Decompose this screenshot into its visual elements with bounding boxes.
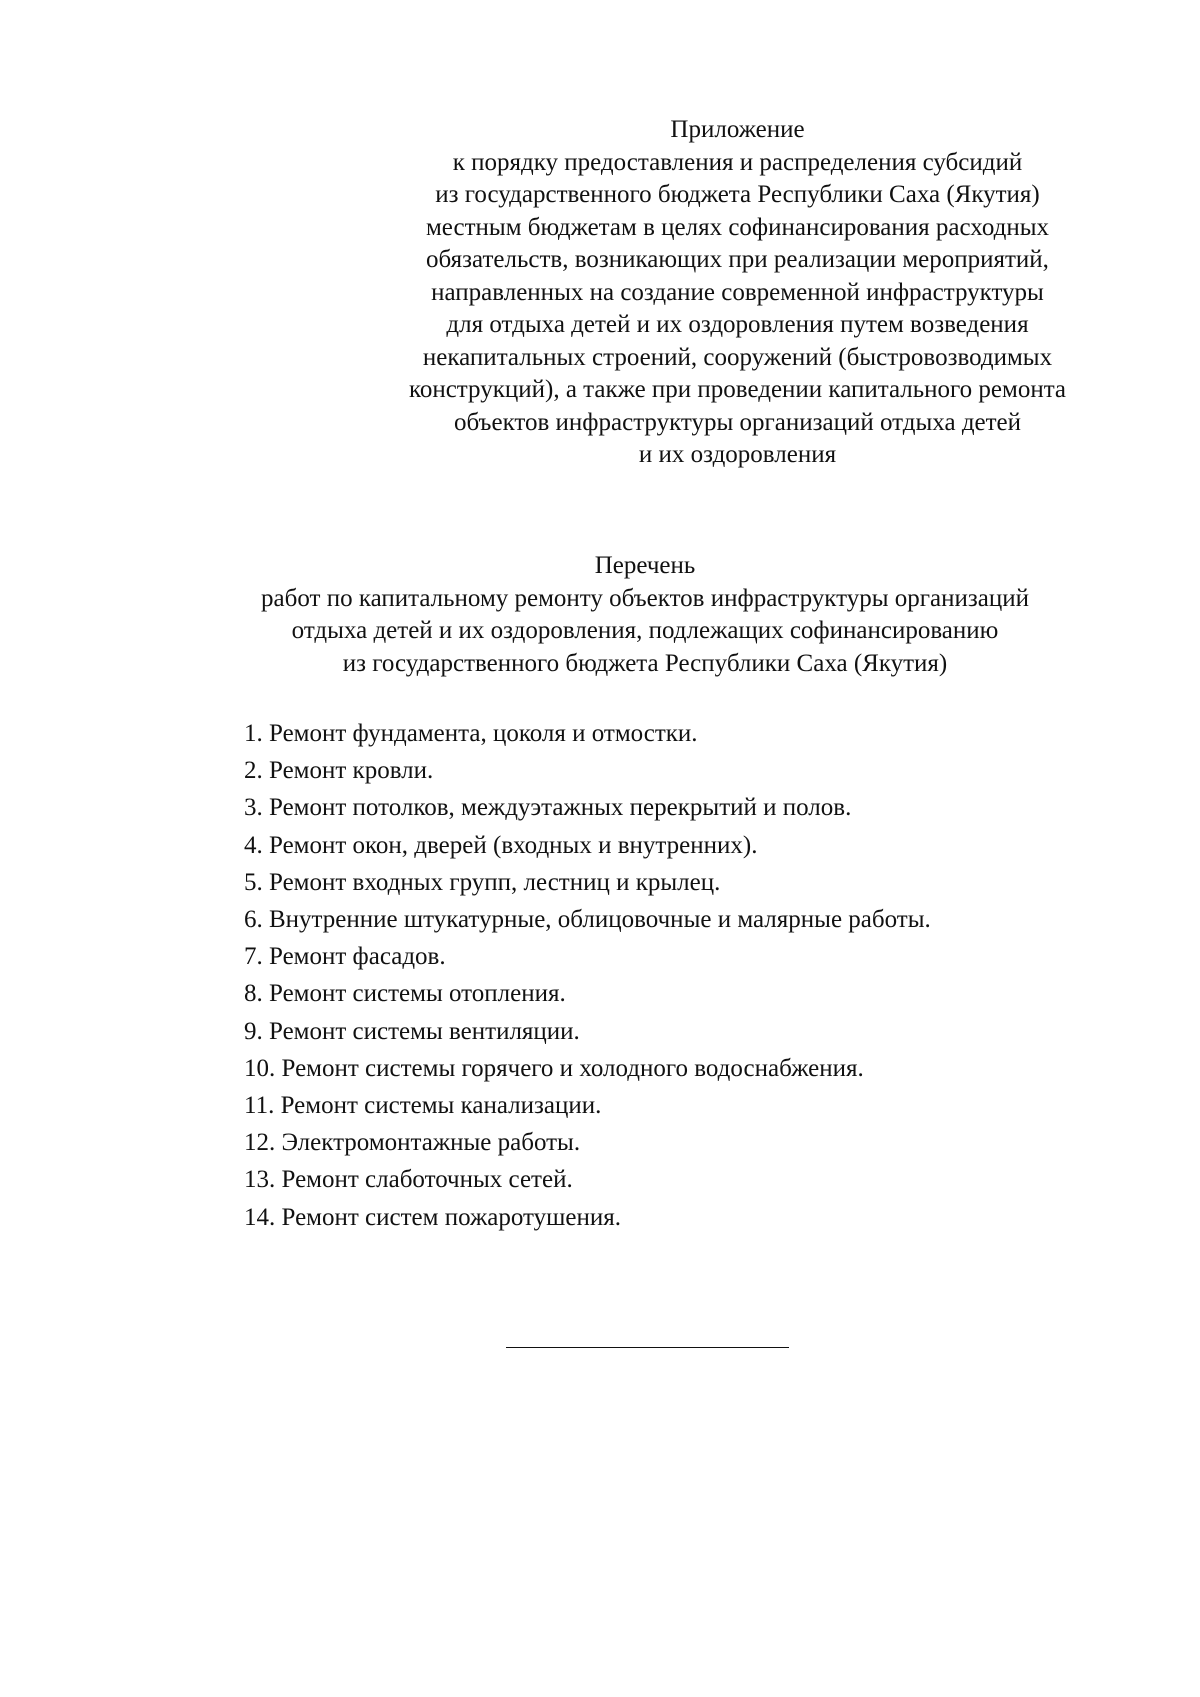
list-item: 12. Электромонтажные работы. [244,1129,581,1157]
list-item: 3. Ремонт потолков, междуэтажных перекрытий и полов. [244,794,852,822]
appendix-line: некапитальных строений, сооружений (быстровозводимых [422,343,1053,371]
list-item: 11. Ремонт системы канализации. [244,1092,602,1120]
list-item: 4. Ремонт окон, дверей (входных и внутренних). [244,831,758,859]
list-subtitle-line: работ по капитальному ремонту объектов инфраструктуры организаций [261,584,1029,612]
appendix-line: к порядку предоставления и распределения субсидий [452,148,1023,176]
list-item: 2. Ремонт кровли. [244,757,434,785]
list-item: 9. Ремонт системы вентиляции. [244,1017,580,1045]
list-item: 10. Ремонт системы горячего и холодного водоснабжения. [244,1054,864,1082]
appendix-line: конструкций), а также при проведении капитального ремонта [408,376,1067,403]
list-item: 5. Ремонт входных групп, лестниц и крылец. [244,868,721,896]
list-item: 1. Ремонт фундамента, цоколя и отмостки. [244,720,698,747]
list-item: 8. Ремонт системы отопления. [244,980,566,1008]
closing-divider [506,1347,789,1348]
appendix-line: местным бюджетам в целях софинансирования расходных [425,213,1049,241]
appendix-line: направленных на создание современной инфраструктуры [431,278,1044,306]
appendix-title: Приложение [670,116,805,143]
appendix-line: для отдыха детей и их оздоровления путем возведения [446,311,1029,338]
works-list [244,715,1144,1236]
list-item: 7. Ремонт фасадов. [244,943,446,971]
list-title-block [150,550,1140,680]
list-subtitle-line: из государственного бюджета Республики Саха (Якутия) [342,649,948,677]
list-item: 13. Ремонт слаботочных сетей. [244,1166,573,1194]
appendix-line: и их оздоровления [638,441,837,468]
appendix-line: из государственного бюджета Республики Саха (Якутия) [435,181,1040,208]
list-item: 6. Внутренние штукатурные, облицовочные и малярные работы. [244,906,931,934]
appendix-line: объектов инфраструктуры организаций отдыха детей [453,408,1022,436]
appendix-line: обязательств, возникающих при реализации мероприятий, [426,246,1049,273]
list-item: 14. Ремонт систем пожаротушения. [244,1203,621,1231]
appendix-header [360,114,1115,472]
list-subtitle-line: отдыха детей и их оздоровления, подлежащих софинансированию [291,617,999,644]
list-heading: Перечень [594,552,696,579]
